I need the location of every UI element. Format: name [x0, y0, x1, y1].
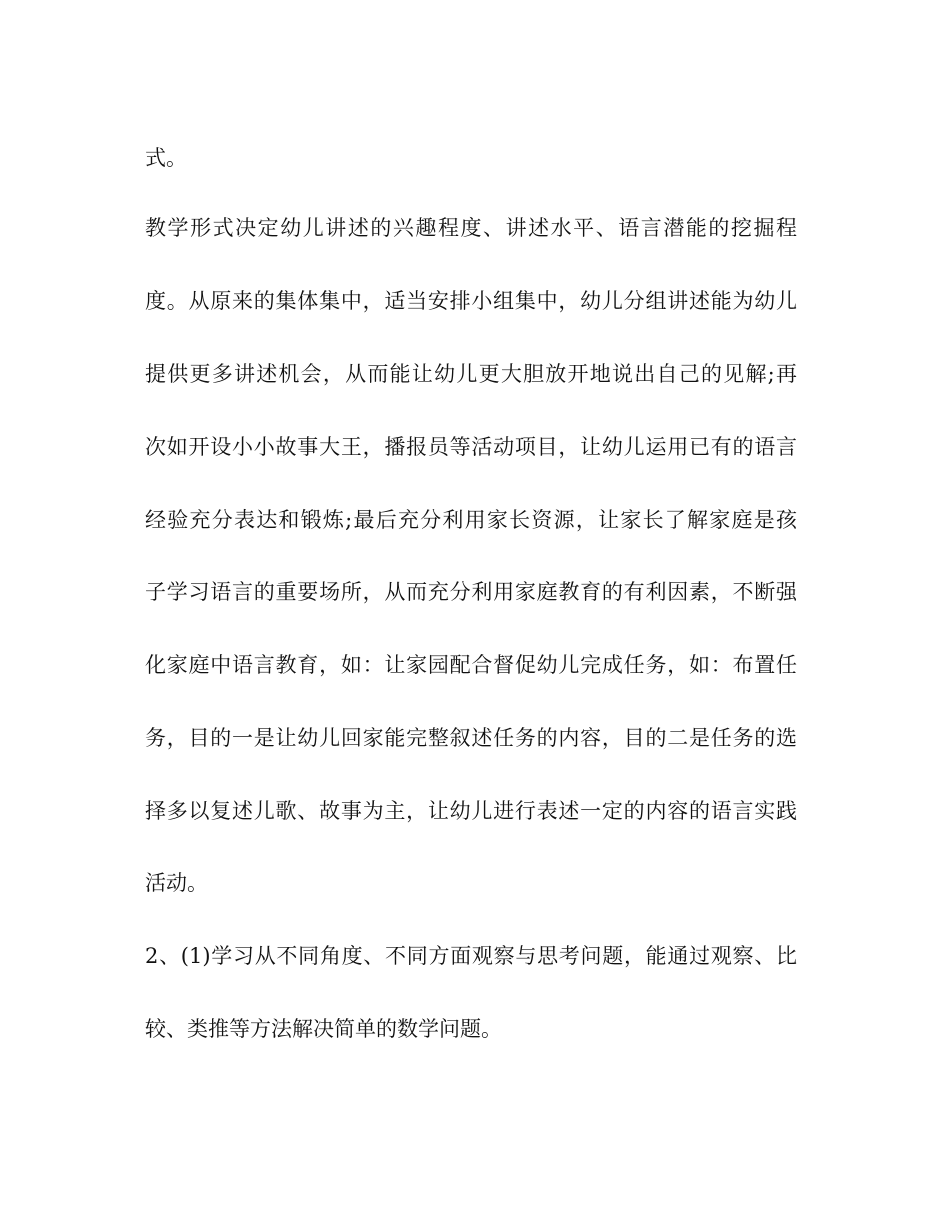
- paragraph-line-11: 活动。: [145, 871, 208, 895]
- paragraph-line-7: 子学习语言的重要场所，从而充分利用家庭教育的有利因素，不断强: [145, 580, 797, 604]
- paragraph-line-1: 式。: [145, 146, 187, 170]
- item-2-line-1: 2、(1)学习从不同角度、不同方面观察与思考问题，能通过观察、比: [145, 944, 797, 968]
- paragraph-line-3: 度。从原来的集体集中，适当安排小组集中，幼儿分组讲述能为幼儿: [145, 289, 797, 313]
- paragraph-line-8: 化家庭中语言教育，如：让家园配合督促幼儿完成任务，如：布置任: [145, 653, 797, 677]
- paragraph-line-6: 经验充分表达和锻炼;最后充分利用家长资源，让家长了解家庭是孩: [145, 508, 797, 532]
- paragraph-line-10: 择多以复述儿歌、故事为主，让幼儿进行表述一定的内容的语言实践: [145, 799, 797, 823]
- paragraph-line-2: 教学形式决定幼儿讲述的兴趣程度、讲述水平、语言潜能的挖掘程: [145, 216, 797, 240]
- paragraph-line-5: 次如开设小小故事大王，播报员等活动项目，让幼儿运用已有的语言: [145, 435, 797, 459]
- paragraph-line-4: 提供更多讲述机会，从而能让幼儿更大胆放开地说出自己的见解;再: [145, 362, 797, 386]
- paragraph-line-9: 务，目的一是让幼儿回家能完整叙述任务的内容，目的二是任务的选: [145, 726, 797, 750]
- item-2-line-2: 较、类推等方法解决简单的数学问题。: [145, 1017, 502, 1041]
